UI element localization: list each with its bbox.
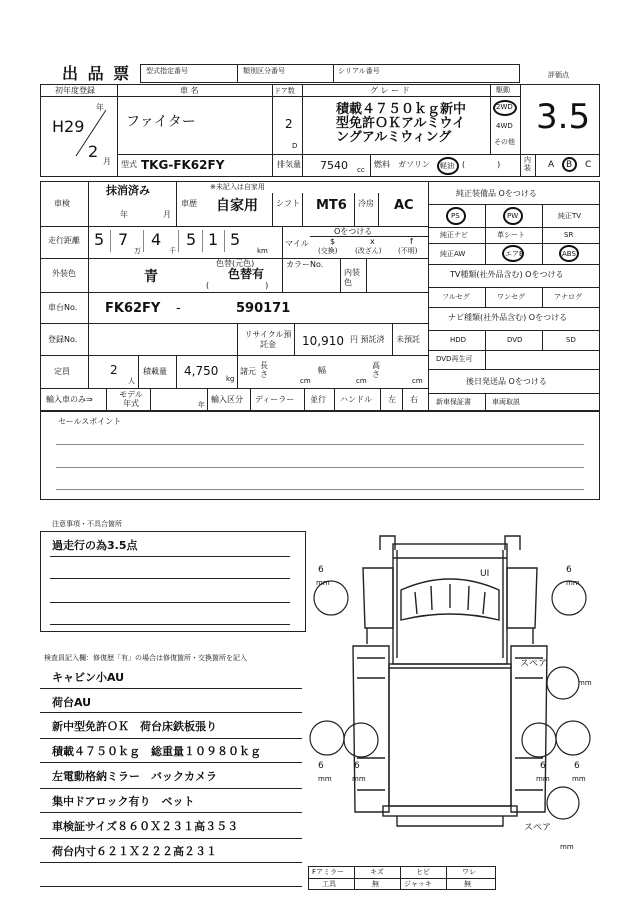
interior-color-label: 内装色 [344,268,360,287]
load-value: 4,750 [184,364,219,378]
inspector-line-7: 車検証サイズ８６０Ｘ２３１高３５３ [52,820,239,833]
grade-line-2: 型免許ＯＫアルミウイ [336,116,466,131]
sales-points-box [40,411,600,500]
inspector-line-6: 集中ドアロック有り ベット [52,795,195,808]
load-label: 積載量 [143,367,167,376]
handle-label: ハンドル [340,395,372,404]
door-unit: D [292,142,298,150]
legend-v3: ジャッキ [404,880,432,888]
mileage-circle-note: Oをつける [334,227,373,236]
drive-other: その他 [494,138,515,146]
grade-label: グ レ ー ド [370,86,410,95]
recycle-value: 10,910 [302,334,344,348]
mileage-digit-4: 5 [186,230,197,249]
chassis-number: 590171 [236,301,291,316]
usage-note: ※未記入は自家用 [210,183,265,191]
cc-unit: cc [357,166,365,174]
ac-value: AC [394,198,414,213]
interior-b: B [566,160,573,170]
score: 3.5 [536,97,591,137]
height-label: 高さ [372,361,380,379]
mileage-opt3-sym: f [410,237,413,246]
equip-ps: PS [451,212,460,220]
inspector-line-1: キャビン小AU [52,671,125,684]
capacity-value: 2 [110,363,118,377]
chassis-label: 車台No. [48,303,78,312]
ac-label: 冷房 [358,199,374,208]
recycle-unit: 円 預託済 [350,335,385,344]
equipment-title: 純正装備品 Oをつける [456,189,537,198]
chassis-model: FK62FY [105,301,161,316]
legend-h3: ヒビ [416,868,430,876]
dvd-play: DVD再生可 [436,355,473,363]
first-reg-year: H29 [52,117,85,136]
year-label: 年 [96,103,104,112]
import-parallel: 並行 [310,395,326,404]
spare-2-mm: mm [560,843,574,851]
tire-rr1-value: 6 [540,761,546,771]
mileage-digit-6: 5 [230,230,241,249]
interior-a: A [548,160,555,170]
equip-abs: ABS [562,250,576,258]
page-title: 出 品 票 [62,64,132,83]
inspector-line-4: 積載４７５０ｋｇ 総重量１０９８０ｋｇ [52,745,261,758]
equip-tv: 純正TV [558,212,582,220]
tire-rr2-value: 6 [574,761,580,771]
notes-line-1: 過走行の為3.5点 [52,539,138,552]
displacement-value: 7540 [320,159,348,172]
after-warranty: 新車保証書 [436,398,471,406]
mileage-opt1-sym: $ [330,237,336,246]
tire-rl2-mm: mm [352,775,366,783]
capacity-unit: 人 [128,377,135,385]
recycle-not: 未預託 [396,335,420,344]
legend-v1: 工具 [322,880,336,888]
navi-sd: SD [566,336,576,344]
fuel-diesel: 軽油 [440,162,454,170]
after-title: 後日発送品 Oをつける [466,377,547,386]
inspection-value: 抹消済み [106,184,150,197]
recycle-label: リサイクル預託金 [244,330,292,349]
sales-points-label: セールスポイント [58,417,122,426]
width-cm: cm [356,377,367,385]
handle-right: 右 [410,395,418,404]
legend-v4: 無 [464,880,471,888]
tire-rl1-mm: mm [318,775,332,783]
equip-navi: 純正ナビ [440,231,468,239]
tv-oneseg: ワンセグ [497,293,525,301]
inspector-line-3: 新中型免許ＯＫ 荷台床鉄板張り [52,720,217,733]
mileage-opt2-sym: x [370,237,375,246]
fuel-label: 燃料 [374,160,390,169]
model-cert-label: 型式指定番号 [146,67,188,75]
navi-dvd: DVD [507,336,523,344]
spare-label-1: スペア [520,659,548,669]
notes-label: 注意事項・不具合箇所 [52,520,122,528]
height-cm: cm [412,377,423,385]
equip-airbag: エアB [505,250,524,258]
inspector-line-2: 荷台AU [52,696,92,709]
repaint-value: 色替有 [228,267,265,281]
usage-label: 車歴 [181,199,197,208]
tire-fr-value: 6 [566,565,572,575]
chassis-dash: - [176,301,181,316]
tv-fullseg: フルセグ [442,293,470,301]
mileage-label: 走行距離 [48,236,80,245]
grade-line-3: ングアルミウィング [336,130,452,145]
legend-h4: ワレ [462,868,476,876]
displacement-label: 排気量 [277,160,301,169]
model-value: TKG-FK62FY [141,158,225,172]
tire-rl1-value: 6 [318,761,324,771]
inspection-label: 車検 [54,199,70,208]
capacity-label: 定員 [54,367,70,376]
first-reg-label: 初年度登録 [55,86,95,95]
tv-analog: アナログ [554,293,582,301]
mileage-digit-3: 4 [151,230,162,249]
color-no-label: カラーNo. [286,260,324,269]
legend-v2: 無 [372,880,379,888]
car-name: ファイター [126,114,196,130]
header-strip [140,64,520,83]
repaint-paren: ( ) [206,281,269,290]
mileage-opt3-text: (不明) [398,247,418,255]
tire-rl2-value: 6 [354,761,360,771]
spare-1-mm: mm [578,679,592,687]
import-label: 輸入車のみ⇒ [46,395,93,404]
mileage-digit-5: 1 [208,230,219,249]
model-label: 型式 [121,160,137,169]
load-unit: kg [226,375,235,383]
model-year-label: モデル年式 [119,390,143,408]
interior-label: 内装 [524,156,531,172]
import-dealer: ディーラー [255,395,295,404]
equip-sr: SR [564,231,574,239]
fuel-gasoline: ガソリン [398,160,430,169]
grade-line-1: 積載４７５０ｋｇ新中 [336,102,467,117]
drive-4wd: 4WD [496,122,513,130]
truck-diagram [305,528,605,848]
doors-value: 2 [285,117,293,131]
inspector-line-8: 荷台内寸６２１Ｘ２２２高２３１ [52,845,217,858]
equip-aw: 純正AW [440,250,466,258]
spare-label-2: スペア [524,823,552,833]
model-year-unit: 年 [198,401,205,409]
equip-leather: 革シート [497,231,525,239]
mileage-opt2-text: (改ざん) [355,247,382,255]
mile-label: マイル [285,239,309,248]
tire-fr-mm: mm [566,579,580,587]
tv-title: TV種類(社外品含む) Oをつける [450,270,564,279]
navi-title: ナビ種類(社外品含む) Oをつける [448,313,568,322]
interior-c: C [585,160,592,170]
tire-fl-value: 6 [318,565,324,575]
mileage-sen: 千 [169,247,176,255]
equip-pw: PW [507,212,519,220]
handle-left: 左 [388,395,396,404]
color-value: 青 [144,269,158,285]
legend-h2: キズ [370,868,384,876]
rating-label: 評価点 [548,71,569,79]
tire-fl-mm: mm [316,579,330,587]
color-label: 外装色 [52,269,76,278]
inspector-line-5: 左電動格納ミラー バックカメラ [52,770,217,783]
shift-label: シフト [276,199,300,208]
mileage-opt1-text: (交換) [318,247,338,255]
dims-label: 諸元 [240,367,256,376]
month-label: 月 [103,157,111,166]
inspection-year: 年 [120,210,128,219]
after-manual: 車両取説 [492,398,520,406]
shift-value: MT6 [316,198,347,213]
length-cm: cm [300,377,311,385]
usage-value: 自家用 [216,198,258,214]
mileage-digit-2: 7 [118,230,129,249]
mileage-man: 万 [134,247,141,255]
drive-label: 駆動 [496,86,510,94]
inspector-label: 検査員記入欄：修復歴「有」の場合は修復箇所・交換箇所を記入 [44,654,247,662]
fuel-paren: ( ) [462,160,501,169]
tire-rr1-mm: mm [536,775,550,783]
mileage-km: km [257,247,268,255]
repaint-label: 色替(元色) [216,259,255,268]
length-label: 長さ [260,361,268,379]
navi-hdd: HDD [450,336,467,344]
tire-rr2-mm: mm [572,775,586,783]
import-type-label: 輸入区分 [211,395,243,404]
mileage-digit-1: 5 [94,230,105,249]
first-reg-month: 2 [88,142,99,161]
width-label: 幅 [318,366,326,375]
serial-label: シリアル番号 [338,67,380,75]
car-name-label: 車 名 [180,86,199,95]
inspection-month: 月 [163,210,171,219]
doors-label: ドア数 [274,87,295,95]
registration-label: 登録No. [48,335,78,344]
class-no-label: 類別区分番号 [243,67,285,75]
ui-mark: UI [480,569,490,579]
drive-2wd: 2WD [496,103,513,111]
legend-h1: Fアミラー [312,868,345,876]
